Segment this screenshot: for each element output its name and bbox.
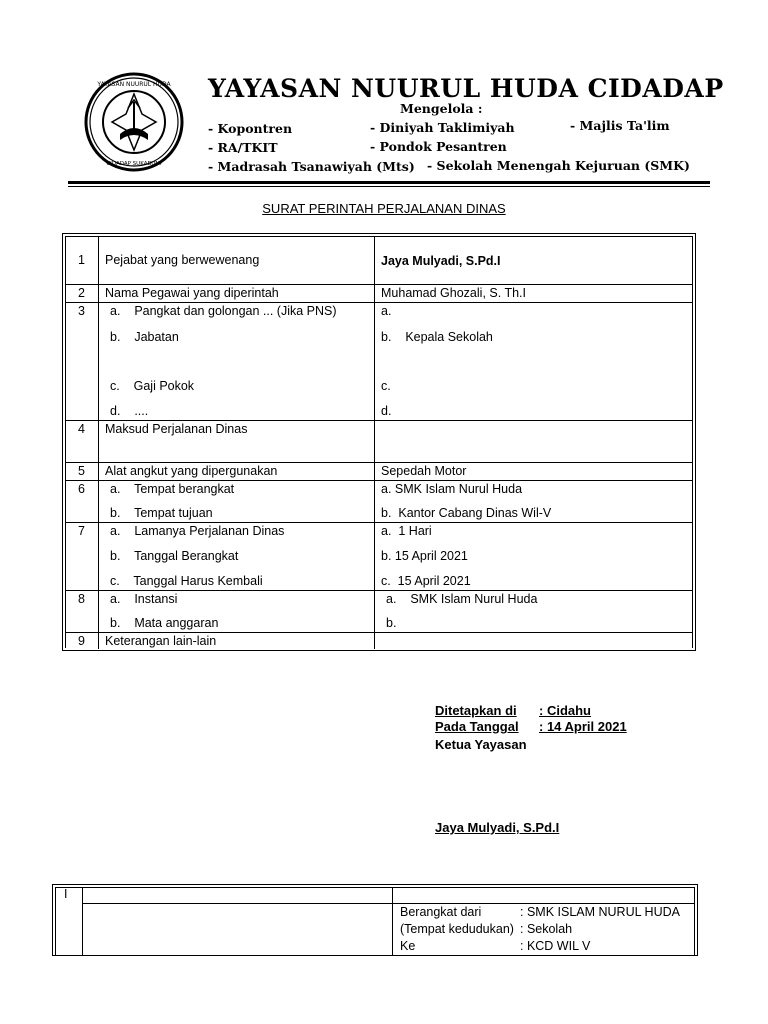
row-value: a. SMK Islam Nurul Huda <box>381 482 523 496</box>
home-base-label: (Tempat kedudukan) <box>400 922 514 936</box>
row-number: 1 <box>78 253 85 267</box>
row-label: Keterangan lain-lain <box>105 634 217 648</box>
row-line <box>65 236 693 237</box>
row-label: Nama Pegawai yang diperintah <box>105 286 279 300</box>
row-value: Sepedah Motor <box>381 464 467 478</box>
column-divider <box>374 236 375 649</box>
row-number: 7 <box>78 524 85 538</box>
row-label: a. Tempat berangkat <box>110 482 235 496</box>
column-divider <box>392 887 393 956</box>
document-title: SURAT PERINTAH PERJALANAN DINAS <box>262 201 506 216</box>
place-label: Ditetapkan di <box>435 703 517 718</box>
row-line <box>65 462 693 463</box>
row-number: 2 <box>78 286 85 300</box>
signer-name: Jaya Mulyadi, S.Pd.I <box>435 820 560 835</box>
row-number: 4 <box>78 422 85 436</box>
organization-name: YAYASAN NUURUL HUDA CIDADAP <box>208 74 724 103</box>
unit-ra-tkit: - RA/TKIT <box>208 140 278 155</box>
date-label: Pada Tanggal <box>435 719 519 734</box>
row-value: d. <box>381 404 392 418</box>
row-label: d. .... <box>110 404 149 418</box>
row-line <box>65 302 693 303</box>
signer-role: Ketua Yayasan <box>435 737 527 752</box>
row-value: b. 15 April 2021 <box>381 549 468 563</box>
svg-text:YAYASAN NUURUL HUDA: YAYASAN NUURUL HUDA <box>97 81 171 88</box>
row-value: a. <box>381 304 392 318</box>
row-label: Maksud Perjalanan Dinas <box>105 422 248 436</box>
row-label: b. Tempat tujuan <box>110 506 213 520</box>
row-value: Muhamad Ghozali, S. Th.I <box>381 286 526 300</box>
row-label: Pejabat yang berwewenang <box>105 253 260 267</box>
letterhead-rule-thick <box>68 181 710 184</box>
departure-table <box>52 884 698 956</box>
row-line <box>82 903 694 904</box>
row-value: b. <box>386 616 397 630</box>
unit-smk: - Sekolah Menengah Kejuruan (SMK) <box>427 158 690 173</box>
row-label: b. Tanggal Berangkat <box>110 549 239 563</box>
row-line <box>65 480 693 481</box>
row-line <box>65 590 693 591</box>
row-label: c. Gaji Pokok <box>110 379 195 393</box>
home-base-value: : Sekolah <box>520 922 573 936</box>
section-number: I <box>64 887 68 901</box>
row-label: b. Mata anggaran <box>110 616 219 630</box>
row-label: a. Lamanya Perjalanan Dinas <box>110 524 285 538</box>
unit-mts: - Madrasah Tsanawiyah (Mts) <box>208 159 415 174</box>
row-value: Jaya Mulyadi, S.Pd.I <box>381 254 501 268</box>
destination-value: : KCD WIL V <box>520 939 591 953</box>
letterhead-rule-thin <box>68 186 710 187</box>
unit-majlis: - Majlis Ta'lim <box>570 118 670 133</box>
row-value: a. 1 Hari <box>381 524 432 538</box>
row-line <box>65 284 693 285</box>
place-value: : Cidahu <box>539 703 591 718</box>
column-divider <box>98 236 99 649</box>
row-label: c. Tanggal Harus Kembali <box>110 574 263 588</box>
row-label: a. Pangkat dan golongan ... (Jika PNS) <box>110 304 337 318</box>
row-value: a. SMK Islam Nurul Huda <box>386 592 538 606</box>
row-line <box>65 420 693 421</box>
manages-label: Mengelola : <box>400 101 483 116</box>
date-value: : 14 April 2021 <box>539 719 627 734</box>
svg-text:CIDADAP SUKABUMI: CIDADAP SUKABUMI <box>106 161 162 167</box>
row-number: 3 <box>78 304 85 318</box>
unit-kopontren: - Kopontren <box>208 121 293 136</box>
row-number: 5 <box>78 464 85 478</box>
departure-from-label: Berangkat dari <box>400 905 482 919</box>
column-divider <box>694 887 695 956</box>
unit-pesantren: - Pondok Pesantren <box>370 139 507 154</box>
row-label: Alat angkut yang dipergunakan <box>105 464 278 478</box>
row-value: b. Kantor Cabang Dinas Wil-V <box>381 506 552 520</box>
row-label: b. Jabatan <box>110 330 179 344</box>
row-line <box>65 522 693 523</box>
departure-from-value: : SMK ISLAM NURUL HUDA <box>520 905 680 919</box>
row-number: 8 <box>78 592 85 606</box>
row-number: 9 <box>78 634 85 648</box>
row-number: 6 <box>78 482 85 496</box>
row-value: c. 15 April 2021 <box>381 574 471 588</box>
row-value: c. <box>381 379 391 393</box>
destination-label: Ke <box>400 939 416 953</box>
unit-diniyah: - Diniyah Taklimiyah <box>370 120 515 135</box>
column-divider <box>82 887 83 956</box>
row-line <box>65 632 693 633</box>
foundation-logo-icon <box>84 72 184 172</box>
row-line <box>55 887 695 888</box>
column-divider <box>55 887 56 956</box>
row-label: a. Instansi <box>110 592 178 606</box>
row-value: b. Kepala Sekolah <box>381 330 493 344</box>
